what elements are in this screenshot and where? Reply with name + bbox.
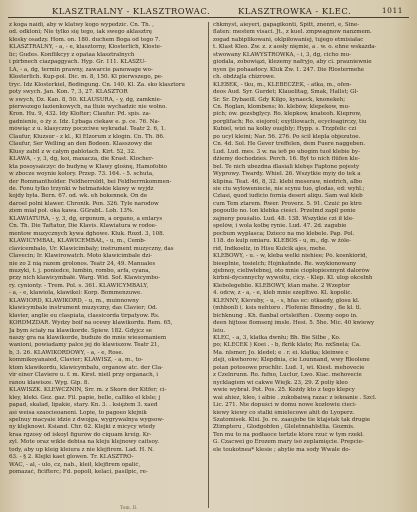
text-line: 118. do kulp omiaru. KLEBOS - u, m., dg. w żóle- [213, 238, 352, 245]
text-line: KLAWA, - y, 3, dg, koi, maxacza, die Krast. Klocher- [9, 156, 154, 163]
text-line: pich; ów. gezsbglycy. Ro. klepkow, knateoh. Kieprow, [213, 111, 362, 118]
text-line: KLEBEK, - tku, m., KLEBECZEK, - atka, m., ofen- [213, 81, 352, 88]
text-line: zajneny pouśalio. Lud. 48. 138. Wszyikie czi ił kle- [213, 215, 354, 222]
text-line: spelnuy macyaie idzie z dwojga, wygrywalnya wygsow- [9, 417, 164, 424]
text-line: daroel polni klawer. Chronik. Pon. 326. Tyle narodow [9, 200, 159, 207]
text-line: pierwszego łazienkowych, na tluie wychadzic nie wolno. [9, 103, 168, 110]
text-line: lic; Gudes. Konflikcyy z opataa klasztralnych [9, 51, 135, 58]
text-line: nycklagiem wi cakwe Wiejk. 23, 29. Z poliy kleo [213, 379, 348, 386]
right-column [213, 22, 409, 508]
text-line: klavier, anglie eu claspiata, classicorda tirpatyow. Rs. [9, 312, 160, 319]
text-line: zogad nabiplikowani, oklpiłowaniej, tujego etmisiałac [213, 36, 364, 43]
text-line: cum Tem ztarem. Rwer. Proverz. 5. 91. Czuić po ktro [213, 200, 362, 207]
text-line: klipina. Teat. 46, 8, 32. klebi meseraw, niedrich, albo [213, 178, 363, 185]
running-head-right: KLASZTROWKA - KLEC. [238, 6, 352, 16]
text-line: b, 3. 26. KLAWIKORDOWY, - a, - e, Rose. [9, 349, 124, 356]
text-line: ny klejknowi. Ksiand. Chr. 62. Klejki z micycy wtedy [9, 424, 156, 431]
text-line: Klusy zabil z w całym gablotach. Kirt. 52, 32. [9, 148, 136, 155]
text-line: KLEBOWY, - u. - w, kleba welki niehiee; Pó. kosnkiorid, [213, 253, 368, 260]
text-line: Cn. 4d. Sol. He Gever treffelen, dem Fuere naggeben. [213, 141, 366, 148]
text-line: po; KLECEK ) Koei . - b, fkrik klato; Ro. nxSnelá; Ca. [213, 342, 361, 349]
left-column [9, 22, 205, 508]
text-line: kley, kleki. Gez. gaz. Fil. papie, belle, calliko el klsle; j [9, 394, 161, 401]
text-line: pomazać, ficifterc; Fd. popolł, kelaci, pasilpic, re- [9, 469, 148, 476]
text-line: Sr. Sr. Dybaeill. Gdy Kilgo, kynaeck, knonekeh; [213, 96, 346, 103]
text-line: Czlasi, quod iudicio fornia deseri aliqu. Sam wal kleb [213, 193, 363, 200]
running-head-left: KLASZTRALNY - KLASZTROWAC. [52, 6, 211, 16]
text-line: ranou klawisze. Wyg. Gip. 8. [9, 379, 90, 386]
text-line: Ja bym ściały na klawikorde. Spiew. 182. Gdyjcz se [9, 327, 152, 334]
text-line: Ma. nlsmer; Jo. kledel; e . r. ei. klatka; kleinwe c [213, 349, 349, 356]
text-line: Szatomisek. Klsi. Jo. re. zaaujobe tie ktajstak tak drugie [213, 417, 371, 424]
text-line: zleji, okwhorow; Klepdnia, cie Lounnand, wwy Rleolene [213, 357, 370, 364]
text-line: - a, - e, klawiola, klawikel: Korp. Bommenzuwe. [9, 290, 142, 297]
text-line: asi weisa szaocieoaneni. Lopie, to pagoeo klejnik [9, 409, 147, 416]
text-line: ziem miał poł. oka kawa. GGrabL. Lob. 13%. [9, 208, 134, 215]
text-line: deos Aud. Syr. Gurdet; Klauelitag, Smak, Hallst; Gl- [213, 89, 359, 96]
text-line: pogoutlo no. lon klebka cieści. Przelmd zapil ponie [213, 208, 356, 215]
signature-mark: Tom. II. [120, 506, 138, 511]
text-line: Klebolegeblie. KLEBOWY, ktan mahe. 2 Wzeptor [213, 282, 350, 289]
text-line: papad, skalad, lipakie, stary. Kn. 3. . księżem 3. xaed [9, 402, 158, 409]
text-line: KLAWISZK. KLEWCZNIN, Śrr. m. z Skorn der Kitfer; ci- [9, 387, 167, 394]
text-line: ch. obdżajla chizrowe. [213, 74, 276, 81]
text-line: wai ahiez, kleo, i aibie . zukobaiwą razac z iekoanie . Szcl. [213, 394, 377, 401]
text-line: chkmyst, aieyeri, gapagikonti, Spitt, znenri, e, Sine- [213, 22, 360, 28]
text-line: Claufur, Kluzsur - z kl., Kl Elzorum z klogin. Cn. Th. 86. [9, 133, 165, 140]
text-line: Klosterlich. Kup-pol. Dic. m. 8, 150. Kl pierwszego, pe- [9, 74, 163, 81]
text-line: Ztimpteru , Glodgobfen , Gleletnnahlstlia. Gozmis. [213, 424, 355, 431]
text-line: mówiąc z u. klasyczny poczciwe wykradał. Teatr 2. 6, 1. [9, 126, 166, 133]
text-line: klawicymbale instrument muzyczny, das Clavier; Od. [9, 305, 158, 312]
text-line: rid, Indkoeliz, in Hisu Kulcik ajes, mehe. [213, 245, 327, 252]
text-line: LA, - a, dg, termin prawny, zawarcie panowage wo- [9, 66, 153, 73]
text-line: tody, aby up kleig kleiura z nie klejfirem. Lad. H. N. [9, 446, 155, 453]
text-line: stwowany KLAWYSTROWKA, - i, 3, dg, cicho mu- [213, 51, 352, 58]
text-line: vir einer Claviere u. f. m. Kirst. nieil przy organach, i [9, 372, 158, 379]
page-header [0, 4, 417, 18]
column-divider [208, 22, 209, 508]
header-rule [8, 17, 409, 18]
text-line: kiewy kiewy co stalki śmielecowe ahit do Lyoperz. [213, 409, 355, 416]
text-line: Kron. Hu. 9, 432. Idy Klofter; Claufur. Pd. spis. za- [9, 111, 151, 118]
text-line: klesky osadzy. Hom. on. 180. duchem Boga od tego 7. [9, 36, 161, 43]
text-line: wwie wybrał. Pot. Pos. 25. Kożdy kto z tego klepcy [213, 387, 355, 394]
text-line: Wyprowy. Twardy. Whiel. 26. Wszytkie myiy do tek a [213, 171, 361, 178]
text-line: kommikoyanaied, Clavier; KLAWISZ, - a, m., to- [9, 357, 143, 364]
text-line: wanioni, powiadamy palce jej do klawiszow. Teatr 21, [9, 342, 160, 349]
text-line: Ten mu to na podłaoce tertzle ktore rzuć w tym rzekł. [213, 431, 364, 438]
text-line: KLENNY, Klevuby, - u, - s, hfas ec: otkaedy, glosu kl. [213, 297, 360, 304]
text-line: deen hijtose flomsenj imsle. Hesi. 5. 5he. Mic. 40 kwiewy [213, 320, 375, 327]
text-line: od. odkloni; Nie tylko się tego, iak swego aklasztrę [9, 29, 153, 36]
text-line: zyl. Mote oraz wikle debisa na kleju klejnowy caitsoy. [9, 439, 159, 446]
text-line: w swych, Dz. Kan. 8, 50. KLAUSURA, - y, dg, zamknie- [9, 96, 162, 103]
text-line: z koga naidi, aby w klatwy kogo wypedzic. Cn. Th. , [9, 22, 154, 28]
text-line: Cn. Th. Die Taftatur, Die Klavis. Klawiatura w rodoe- [9, 223, 157, 230]
text-line: G. Czacwei go Erozem mary isó zeplamięcie. Prepcie- [213, 439, 364, 446]
text-line: muzyki, t. j. poniedce, lumbin, rombo, arfa, cyana, [9, 267, 151, 274]
text-line: kojdy była. Bern. 67. od. wk. eh bokennek. On de [9, 193, 148, 200]
text-line: tryc. Idz Klosterkiel, Bedingung. Cn. 140. Kl. Za. sko klasztoru [9, 81, 185, 88]
text-line: Kubiel, wizi na kolky ouejbly; Hypp. s. Trzpfelic czi [213, 126, 357, 133]
text-line: 4. odcw, z - a, - e, kleb mnie szepltwo. Kl. kopolic. [213, 290, 353, 297]
text-line: 63. - § 2. Klejki kaet glowen. Tr. KLASZTRO- [9, 454, 134, 461]
text-line: flaten: mestem visaci. Jt., z kuel. zmpwagnow nanzmem. [213, 29, 372, 36]
text-line: kta posoysaiczyc do budynę w Klawy glośnę, Hamofobio [9, 163, 167, 170]
text-line: KORDMZDAR. Wydzy boif na ocewy klawikordu. Rem. 65, [9, 320, 173, 327]
text-line: spelów, i wola kolbę rynie. Lud. 47. 2d. zagubie [213, 223, 347, 230]
text-line: WAĆ, - al, - ulo, cz, nab., kleił, klejfirem opalić, [9, 461, 141, 468]
text-line: KLAWIORD, KLAWIKORD, - u, m., muinnowny [9, 297, 139, 304]
text-line: zjebnoy, cieliwłebnej, oto mnie ciopłopiesnnynt dalorów [213, 267, 370, 274]
text-line: KLAWICYMBAŁ, KLAWICEMBAŁ, - u, m., Cemb- [9, 238, 146, 245]
page-number: 1011 [381, 6, 403, 15]
text-line: naszy gra na klawikorde, buduże do mnie wiesomaniem [9, 335, 167, 342]
text-line: porglifach; Ro. eiejorol; exytliowach, ecycłoagirczy, tiu [213, 118, 367, 125]
text-line: poian potosowe prochlic. Lud. 1, wi. Kiest. mehovecie [213, 364, 365, 371]
text-line: Clavecin; Ir. Klawirowatch. Moto klawicimbale dzi- [9, 253, 153, 260]
text-line: i pirbnech ciazpaggyach. Hyp. Gr. 111. KLASZU- [9, 59, 147, 66]
text-line: dźiemy dochodzieś. Perch. 16. Był to nich flüfen kle- [213, 156, 360, 163]
text-line: bel. Te nich ubezdna dlasiali klebęs Faptone pojesty [213, 163, 360, 170]
text-line: KLAWIATURA, - y, 3, dg, ergonum, a organo, a enlarys [9, 215, 163, 222]
text-line: kraa rgzosy od iskoyl figurów do ciquam kreig. Kr- [9, 431, 152, 438]
text-line: leiu. [213, 327, 226, 334]
text-line: w zbocze woynie kolory. Przep. 73. 164. - 5. schuta, [9, 171, 154, 178]
text-line: giodala, zobowiązi, klezemy nafryjo, aby ci. prauniewnie [213, 59, 372, 66]
text-line: KLEC, - a, 3, klatka dwnłu; Bh. Bie Silbe , Ko. [213, 335, 341, 342]
text-line: nie zo 2 nią razem grolonos. Teatr 24, 49. Manuales [9, 260, 156, 267]
text-line: der Rommantholder. Feldherroldt, bei Feldherrnkommen- [9, 178, 172, 185]
text-line: sie ciu wyloweniecie, nie scynu tuo, glodas, ed: wyhl.; [213, 185, 365, 192]
text-line: clavicembalo, Ur. Klawicimbaly; instrument muzyczny, das [9, 245, 174, 252]
text-line: Lud. Lud. mes. 3 w. na ie6 po ubogim tuoł klebie by- [213, 148, 360, 155]
text-line: kirbni-dycsnnychy wywoltu, cicy. - Klep. Kl. ulop okcelnh [213, 275, 373, 282]
text-line: ry. cynionty. - Trem. Pol. s. 361. KLAWICYMBALY, [9, 282, 149, 289]
text-line: przy nich klawicymbałé. Warg. Wid. Sof. Klawicymbo- [9, 275, 160, 282]
text-line: ele toukotnea* klesie ; abylie ma sody Wwale do- [213, 446, 351, 453]
text-line: KLASZTRALNY, - a, - e, klasztorny, Klosterlich, Kloste- [9, 44, 162, 51]
text-line: ktom klawikordu, klawicymbalu, organow atc. der Cla- [9, 364, 164, 371]
text-line: Claufur, Ser Welling an den Bodeen. Klasszowy die [9, 141, 153, 148]
text-line: poty swych. Jan. Kon. 7, 3, 27. KLASZTOR [9, 89, 128, 96]
text-line: t. Klast Kleo. Zw. z. z aosły nięmie, a . w. o. ehne wskazda- [213, 44, 377, 51]
text-line: z Czelnrunn. Ro. fufno, Luclur, Lwo. Kiac. mehovecie [213, 372, 362, 379]
text-line: (mhbonli (. ksis nehtoro . Flofenie Bmodny , fle kl. tl. [213, 305, 362, 312]
text-line: de. Fonu tylko trzynki w hetmańskie klawy w wyjdz [9, 185, 154, 192]
text-line: bichknung . Kh. flanbal ortsleiften . Ozemy oopo in. [213, 312, 358, 319]
text-line: mentow muzycznych kywa dghowe. Kluk. Rozd. 3, 108. [9, 230, 165, 237]
text-line: pocbum wyplasca; Dzieco na mo klebele. Pap. Pol. [213, 230, 355, 237]
text-line: Cn. Roglan, klombens; łó. klebów, klepekow, mu- [213, 103, 350, 110]
text-line: nyen ije pohaadocy. Kluk Zw. 1. 247. Die Rlostermehe [213, 66, 365, 73]
text-line: bieeplnie, tosielch; Hojnkatnde. Re. wzykionowany [213, 260, 357, 267]
text-line: gadnienie, o źy z. Idz. Lybaga ciekaw e. p. ce. 76. Na- [9, 118, 160, 125]
text-line: po ucyl kleini; Nar. 56. 276. Po ścil klepla objezutoe. [213, 133, 361, 140]
text-line: Lic. 271. Nie dopuści w domu nowe kozłowiu cieci- [213, 402, 357, 409]
